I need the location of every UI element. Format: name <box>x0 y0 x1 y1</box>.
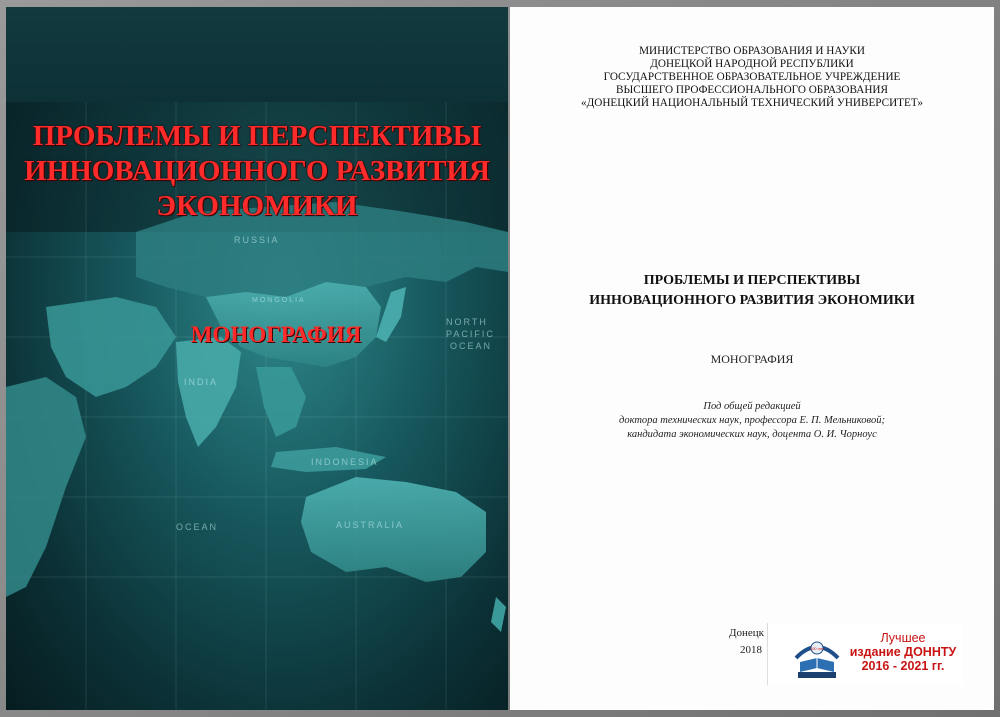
award-line-2: издание ДОННТУ <box>849 645 957 659</box>
book-title <box>510 271 994 311</box>
map-label-pacific: PACIFIC <box>446 329 495 339</box>
map-label-india: INDIA <box>184 377 219 387</box>
book-title-line: ИННОВАЦИОННОГО РАЗВИТИЯ ЭКОНОМИКИ <box>589 293 915 308</box>
cover-title-line: ПРОБЛЕМЫ И ПЕРСПЕКТИВЫ <box>32 120 482 152</box>
map-label-ocean: OCEAN <box>450 341 493 351</box>
new-zealand-shape <box>491 597 506 632</box>
africa-shape <box>6 377 86 597</box>
award-logo-icon <box>792 628 842 680</box>
genre-label: МОНОГРАФИЯ <box>710 352 794 366</box>
award-line-1: Лучшее <box>880 631 926 645</box>
ministry-line: «ДОНЕЦКИЙ НАЦИОНАЛЬНЫЙ ТЕХНИЧЕСКИЙ УНИВЕРСИТЕТ» <box>581 97 923 109</box>
cover-title-line: ЭКОНОМИКИ <box>156 190 358 222</box>
cover-title <box>6 119 508 224</box>
award-line-3: 2016 - 2021 гг. <box>861 659 945 673</box>
editors-line: доктора технических наук, профессора Е. П. Мельниковой; <box>619 415 885 426</box>
map-label-russia: RUSSIA <box>234 235 280 245</box>
award-text <box>843 631 963 673</box>
ministry-line: ДОНЕЦКОЙ НАРОДНОЙ РЕСПУБЛИКИ <box>650 58 854 70</box>
book-cover <box>6 7 508 710</box>
india-shape <box>176 337 241 447</box>
ministry-header <box>510 45 994 110</box>
ministry-line: ВЫСШЕГО ПРОФЕССИОНАЛЬНОГО ОБРАЗОВАНИЯ <box>616 84 888 96</box>
middle-east-shape <box>46 297 176 397</box>
award-logo-text: 100 лет <box>809 646 825 651</box>
map-label-north: NORTH <box>446 317 488 327</box>
editors-block <box>510 400 994 442</box>
map-label-australia: AUSTRALIA <box>336 520 405 530</box>
ministry-line: МИНИСТЕРСТВО ОБРАЗОВАНИЯ И НАУКИ <box>639 45 865 57</box>
map-label-mongolia: MONGOLIA <box>252 297 306 304</box>
map-label-indonesia: INDONESIA <box>311 457 379 467</box>
southeast-asia-shape <box>256 367 306 437</box>
title-page <box>510 7 994 710</box>
cover-title-line: ИННОВАЦИОННОГО РАЗВИТИЯ <box>24 155 490 187</box>
cover-subtitle: МОНОГРАФИЯ <box>190 322 362 347</box>
editors-line: кандидата экономических наук, доцента О. И. Чорноус <box>627 429 877 440</box>
publication-city: Донецк <box>729 627 765 639</box>
ministry-line: ГОСУДАРСТВЕННОЕ ОБРАЗОВАТЕЛЬНОЕ УЧРЕЖДЕНИЕ <box>603 71 901 83</box>
editors-line: Под общей редакцией <box>703 401 801 412</box>
world-map-illustration <box>6 7 508 710</box>
japan-shape <box>376 287 406 342</box>
map-label-indian-ocean: OCEAN <box>176 522 219 532</box>
award-sticker <box>767 623 963 685</box>
publication-year: 2018 <box>740 644 762 656</box>
book-title-line: ПРОБЛЕМЫ И ПЕРСПЕКТИВЫ <box>643 273 861 288</box>
